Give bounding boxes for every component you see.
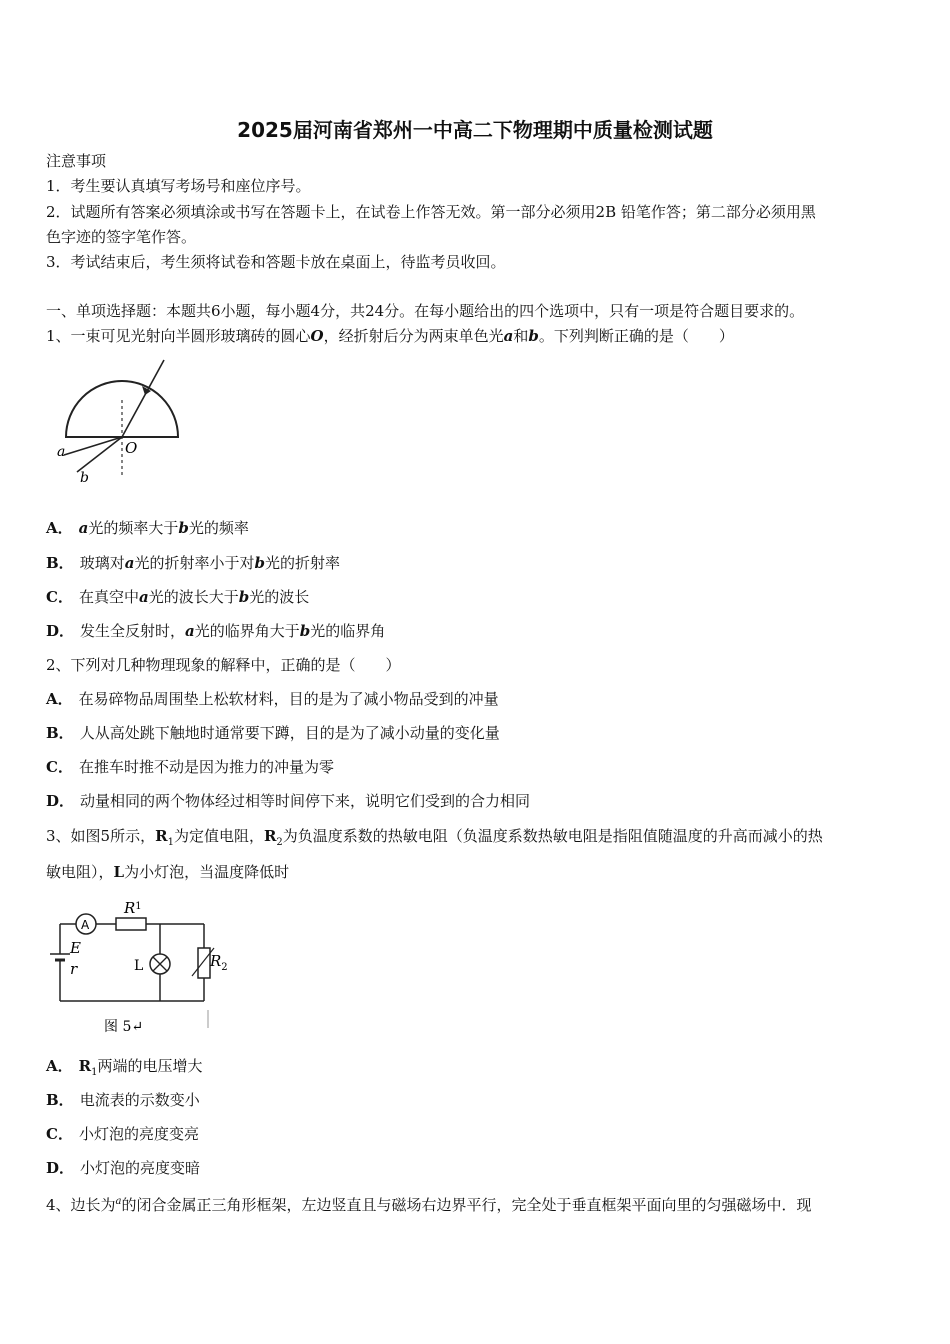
circuit-figure-5 <box>44 896 228 1041</box>
q2-option-a: A． 在易碎物品周围垫上松软材料，目的是为了减小物品受到的冲量 <box>46 690 499 708</box>
q3-option-c: C． 小灯泡的亮度变亮 <box>46 1125 199 1143</box>
thermistor-r2-icon <box>198 948 210 978</box>
q3-option-b: B． 电流表的示数变小 <box>46 1091 200 1109</box>
q1-option-d: D． 发生全反射时，a光的临界角大于b光的临界角 <box>46 622 386 640</box>
section-heading: 一、单项选择题：本题共6小题，每小题4分，共24分。在每小题给出的四个选项中，只有一项是符合题目要求的。 <box>46 302 805 320</box>
page-title: 2025届河南省郑州一中高二下物理期中质量检测试题 <box>237 118 713 142</box>
question-3-stem: 3、如图5所示，$R_1$为定值电阻，$R_2$为负温度系数的热敏电阻（负温度系数热敏电阻是指阻值随温度的升高而减小的热 <box>46 827 823 848</box>
q2-option-d: D． 动量相同的两个物体经过相等时间停下来，说明它们受到的合力相同 <box>46 792 531 810</box>
lamp-label: L <box>134 958 144 974</box>
q2-option-c: C． 在推车时推不动是因为推力的冲量为零 <box>46 758 334 776</box>
center-o-label: O <box>125 439 138 457</box>
question-1-stem: 1、一束可见光射向半圆形玻璃砖的圆心O，经折射后分为两束单色光a和b。下列判断正确的是（ ） <box>46 327 734 345</box>
ammeter-label: A <box>81 918 90 932</box>
question-4-stem: 4、边长为$^a$的闭合金属正三角形框架，左边竖直且与磁场右边界平行，完全处于垂直框架平面向里的匀强磁场中．现 <box>46 1196 812 1214</box>
emf-label: E <box>70 939 81 957</box>
q1-option-a: A． a光的频率大于b光的频率 <box>46 519 249 537</box>
notice-item: 1．考生要认真填写考场号和座位序号。 <box>46 177 311 195</box>
q3-option-a: A． $R_1$两端的电压增大 <box>46 1057 203 1078</box>
ray-a-label: a <box>57 444 66 460</box>
internal-r-label: r <box>70 960 78 978</box>
resistor-r1-icon <box>116 918 146 930</box>
notice-item: 2．试题所有答案必须填涂或书写在答题卡上，在试卷上作答无效。第一部分必须用2B 铅笔作答；第二部分必须用黑 <box>46 203 816 221</box>
r1-label: $R^1$ <box>124 899 142 917</box>
notice-item: 3．考试结束后，考生须将试卷和答题卡放在桌面上，待监考员收回。 <box>46 253 506 271</box>
question-2-stem: 2、下列对几种物理现象的解释中，正确的是（ ） <box>46 656 401 674</box>
figure-caption: 图 5↵ <box>104 1019 144 1035</box>
notice-heading: 注意事项 <box>46 152 107 170</box>
q3-option-d: D． 小灯泡的亮度变暗 <box>46 1159 201 1177</box>
r2-label: $R_2$ <box>210 952 228 973</box>
semicircle-glass-figure <box>52 360 187 490</box>
q1-option-b: B． 玻璃对a光的折射率小于对b光的折射率 <box>46 554 340 572</box>
q2-option-b: B． 人从高处跳下触地时通常要下蹲，目的是为了减小动量的变化量 <box>46 724 500 742</box>
ray-b-label: b <box>80 470 89 486</box>
q1-option-c: C． 在真空中a光的波长大于b光的波长 <box>46 588 310 606</box>
notice-item: 色字迹的签字笔作答。 <box>46 228 197 246</box>
question-3-stem-line2: 敏电阻），L为小灯泡，当温度降低时 <box>46 863 290 881</box>
